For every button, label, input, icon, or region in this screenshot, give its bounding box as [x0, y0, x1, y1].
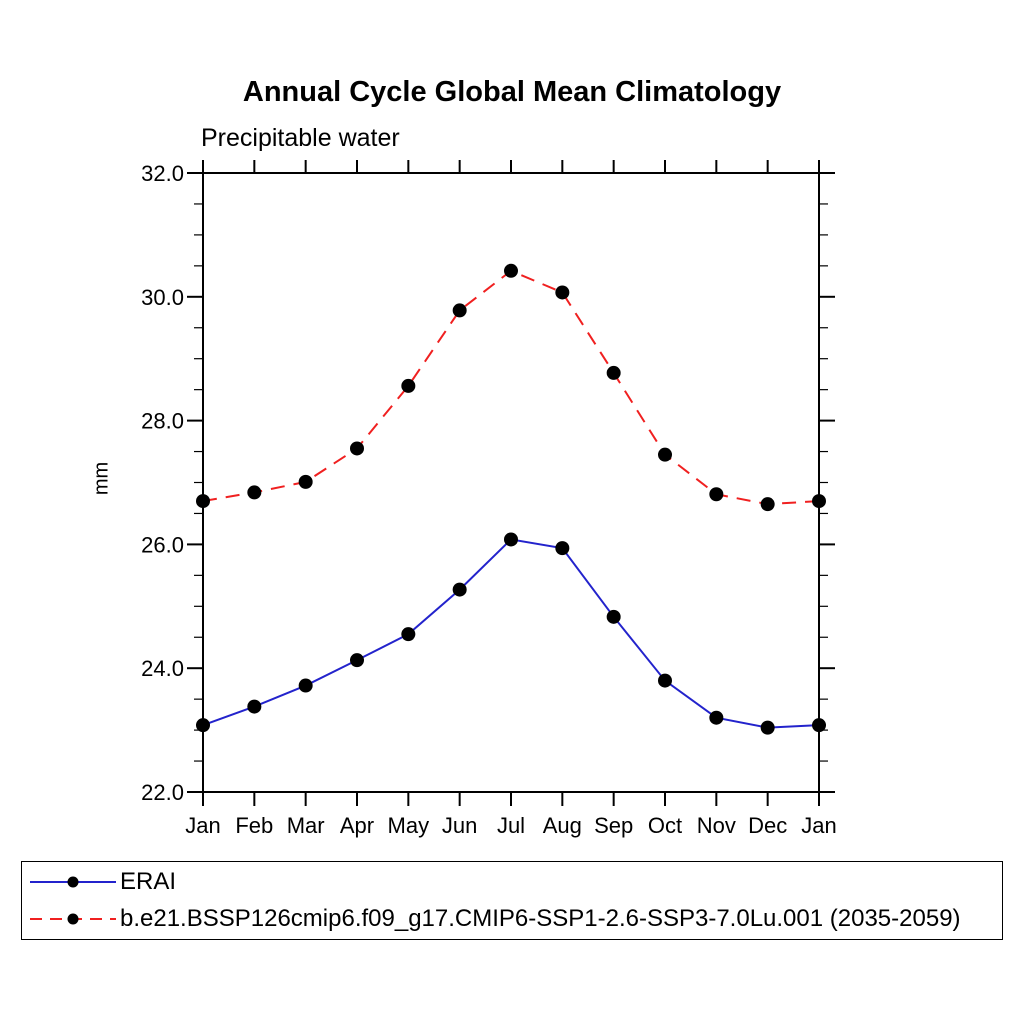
- y-tick-label: 32.0: [141, 161, 184, 186]
- x-tick-label: Jan: [801, 813, 837, 838]
- legend-box: [21, 861, 1003, 940]
- x-tick-label: Nov: [696, 813, 736, 838]
- legend-row-erai: [26, 864, 1002, 901]
- data-point-marker-s0: [812, 718, 826, 732]
- data-point-marker-s0: [350, 653, 364, 667]
- data-point-marker-s1: [709, 487, 723, 501]
- data-point-marker-s0: [299, 679, 313, 693]
- data-point-marker-s0: [555, 541, 569, 555]
- x-tick-label: May: [387, 813, 430, 838]
- data-point-marker-s0: [401, 627, 415, 641]
- x-tick-label: Oct: [647, 813, 683, 838]
- data-point-marker-s1: [504, 264, 518, 278]
- y-axis-title: mm: [90, 461, 113, 496]
- x-tick-label: Mar: [286, 813, 325, 838]
- y-tick-label: 22.0: [141, 780, 184, 805]
- data-point-marker-s1: [658, 448, 672, 462]
- y-tick-label: 26.0: [141, 532, 184, 558]
- legend-swatch-solid-line-icon: [26, 874, 120, 890]
- x-tick-label: Jan: [185, 813, 221, 838]
- data-point-marker-s0: [607, 610, 621, 624]
- chart-subtitle: Precipitable water: [201, 124, 400, 152]
- series-line-1: [203, 271, 819, 504]
- y-tick-label: 24.0: [141, 656, 184, 682]
- legend-swatch-dashed-line-icon: [26, 911, 120, 927]
- data-point-marker-s0: [196, 718, 210, 732]
- data-point-marker-s0: [247, 700, 261, 714]
- x-tick-label: Jun: [441, 813, 478, 838]
- data-point-marker-s0: [658, 674, 672, 688]
- x-tick-label: Aug: [542, 813, 582, 838]
- data-point-marker-s0: [453, 583, 467, 597]
- legend-row-model: [26, 901, 1002, 938]
- data-point-marker-s1: [247, 485, 261, 499]
- data-point-marker-s1: [196, 494, 210, 508]
- x-tick-label: Sep: [594, 813, 634, 838]
- legend-label-model: b.e21.BSSP126cmip6.f09_g17.CMIP6-SSP1-2.6-SSP3-7.0Lu.001 (2035-2059): [120, 905, 961, 932]
- data-point-marker-s1: [299, 475, 313, 489]
- data-point-marker-s1: [812, 494, 826, 508]
- data-point-marker-s1: [555, 285, 569, 299]
- data-point-marker-s1: [453, 303, 467, 317]
- data-point-marker-s1: [401, 379, 415, 393]
- y-tick-label: 30.0: [141, 284, 184, 310]
- data-point-marker-s0: [504, 532, 518, 546]
- data-point-marker-s0: [709, 711, 723, 725]
- data-point-marker-s0: [761, 721, 775, 735]
- legend-label-erai: ERAI: [120, 868, 177, 895]
- chart-title: Annual Cycle Global Mean Climatology: [242, 76, 782, 108]
- series-line-0: [203, 539, 819, 727]
- x-tick-label: Dec: [748, 813, 788, 838]
- y-tick-label: 28.0: [141, 408, 184, 434]
- x-tick-label: Apr: [339, 813, 375, 838]
- data-point-marker-s1: [350, 441, 364, 455]
- data-point-marker-s1: [761, 497, 775, 511]
- x-tick-label: Jul: [496, 813, 526, 838]
- data-point-marker-s1: [607, 366, 621, 380]
- x-tick-label: Feb: [235, 813, 274, 838]
